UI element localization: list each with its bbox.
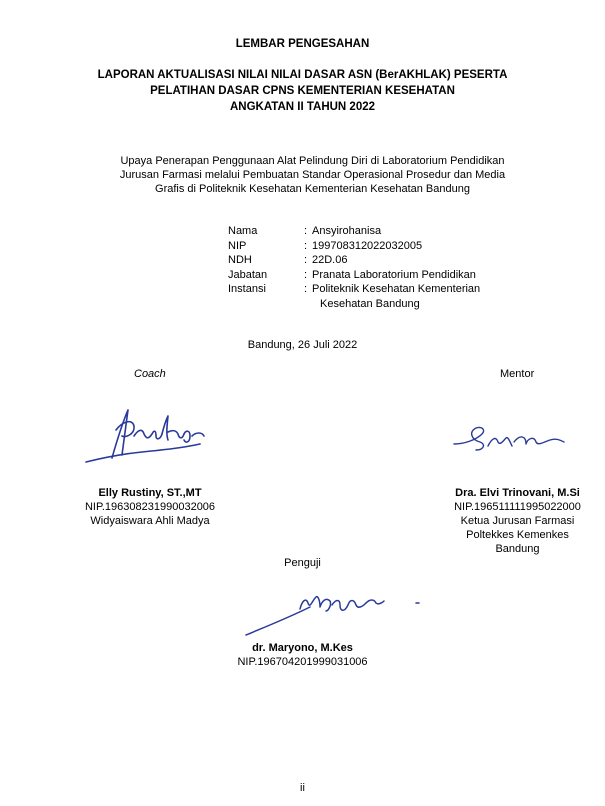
info-label: Nama bbox=[228, 225, 258, 237]
penguji-role-label: Penguji bbox=[284, 557, 321, 569]
penguji-nip: NIP.196704201999031006 bbox=[237, 656, 368, 668]
report-heading bbox=[0, 67, 605, 115]
info-label: NDH bbox=[228, 254, 252, 266]
mentor-signature-image bbox=[450, 418, 570, 458]
signing-date: Bandung, 26 Juli 2022 bbox=[247, 339, 358, 351]
info-row-nip bbox=[228, 239, 502, 254]
info-label: Instansi bbox=[228, 283, 266, 295]
info-value: Pranata Laboratorium Pendidikan bbox=[312, 268, 476, 281]
penguji-name: dr. Maryono, M.Kes bbox=[252, 642, 353, 654]
info-value-line: Kesehatan Bandung bbox=[320, 297, 420, 310]
coach-nip: NIP.196308231990032006 bbox=[84, 501, 216, 513]
participant-info bbox=[228, 224, 502, 311]
coach-name: Elly Rustiny, ST.,MT bbox=[98, 487, 202, 499]
info-colon: : bbox=[304, 239, 308, 252]
info-value: Ansyirohanisa bbox=[312, 225, 382, 237]
mentor-position: Poltekkes Kemenkes bbox=[466, 529, 569, 541]
report-subject bbox=[100, 154, 525, 196]
coach-role-label: Coach bbox=[134, 368, 166, 380]
page-number: ii bbox=[300, 782, 305, 794]
info-value-line: Politeknik Kesehatan Kementerian bbox=[312, 283, 481, 295]
coach-block bbox=[60, 486, 240, 528]
info-row-nama bbox=[228, 224, 502, 239]
heading-line: ANGKATAN II TAHUN 2022 bbox=[229, 101, 376, 113]
heading-line: LAPORAN AKTUALISASI NILAI NILAI DASAR ASN (BerAKHLAK) PESERTA bbox=[97, 69, 508, 81]
subject-line: Jurusan Farmasi melalui Pembuatan Standar Operasional Prosedur dan Media bbox=[119, 169, 506, 181]
info-colon: : bbox=[304, 225, 308, 237]
subject-line: Grafis di Politeknik Kesehatan Kementerian Kesehatan Bandung bbox=[155, 183, 470, 195]
subject-line: Upaya Penerapan Penggunaan Alat Pelindung Diri di Laboratorium Pendidikan bbox=[120, 155, 505, 167]
mentor-name: Dra. Elvi Trinovani, M.Si bbox=[455, 487, 580, 499]
info-value: 199708312022032005 bbox=[312, 239, 423, 252]
info-row-ndh bbox=[228, 253, 502, 268]
coach-signature-image bbox=[82, 400, 212, 470]
page-title: LEMBAR PENGESAHAN bbox=[235, 38, 370, 50]
info-label: Jabatan bbox=[228, 268, 268, 281]
heading-line: PELATIHAN DASAR CPNS KEMENTERIAN KESEHATAN bbox=[150, 85, 455, 97]
mentor-block bbox=[430, 486, 605, 556]
penguji-signature-image bbox=[240, 585, 430, 640]
info-row-instansi bbox=[228, 282, 502, 311]
penguji-block bbox=[0, 641, 605, 669]
info-label: NIP bbox=[228, 239, 247, 252]
info-row-jabatan bbox=[228, 268, 502, 283]
mentor-nip: NIP.196511111995022000 bbox=[454, 501, 581, 513]
coach-position: Widyaiswara Ahli Madya bbox=[90, 515, 210, 527]
info-colon: : bbox=[304, 268, 308, 281]
info-value: 22D.06 bbox=[312, 254, 348, 266]
mentor-position: Ketua Jurusan Farmasi bbox=[460, 515, 575, 527]
info-value bbox=[312, 282, 502, 311]
mentor-position: Bandung bbox=[495, 543, 540, 555]
info-colon: : bbox=[304, 254, 308, 266]
info-colon: : bbox=[304, 283, 308, 295]
mentor-role-label: Mentor bbox=[500, 368, 535, 380]
